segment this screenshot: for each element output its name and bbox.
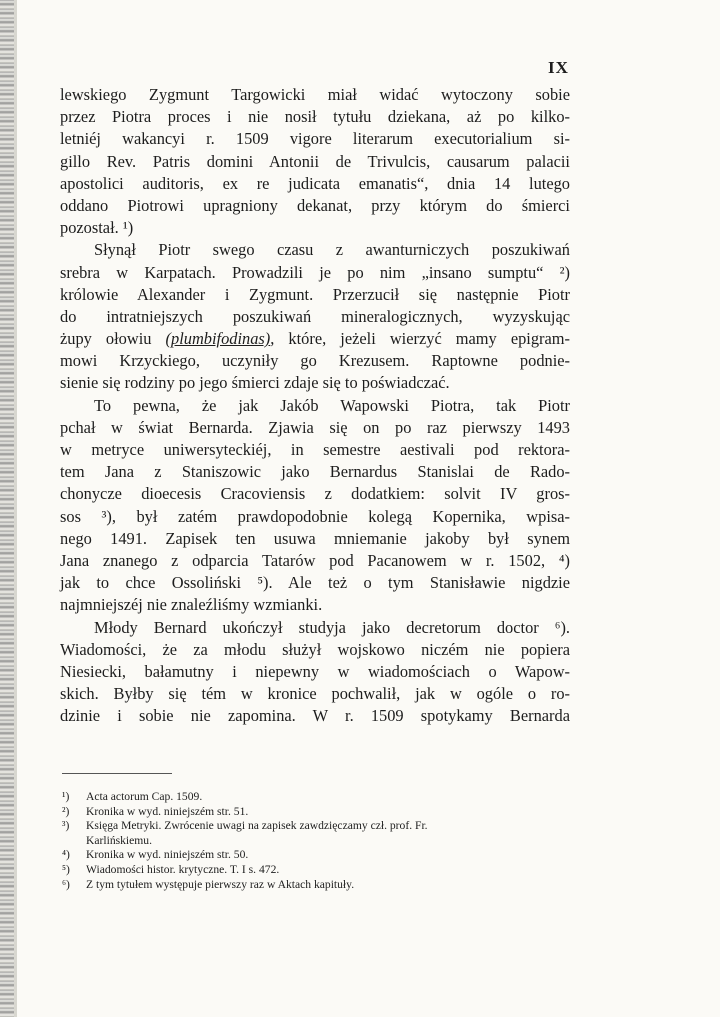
text-line: sienie się rodziny po jego śmierci zdaje się to poświadczać. (60, 373, 450, 393)
text-line: Młody Bernard ukończył studyja jako decretorum doctor ⁶). (94, 617, 570, 637)
paragraph (60, 239, 570, 394)
text-line: letniéj wakancyi r. 1509 vigore literarum executorialium si- (60, 129, 570, 149)
text-line: jak to chce Ossoliński ⁵). Ale też o tym Stanisławie nigdzie (60, 573, 570, 593)
footnote-text: Z tym tytułem występuje pierwszy raz w Aktach kapituły. (86, 877, 355, 891)
text-line: skich. Byłby się tém w kronice pochwalił, jak w ogóle o ro- (60, 684, 570, 704)
footnote-text: Karlińskiemu. (86, 833, 153, 847)
footnote (62, 878, 582, 893)
body-text (60, 84, 570, 727)
text-line: najmniejszéj nie znaleźliśmy wzmianki. (60, 595, 323, 615)
text-line: apostolici auditoris, ex re judicata emanatis“, dnia 14 lutego (60, 173, 570, 193)
text-line: sos ³), był zatém prawdopodobnie kolegą Kopernika, wpisa- (60, 506, 570, 526)
text-line: oddano Piotrowi upragniony dekanat, przy którym do śmierci (60, 195, 570, 215)
footnote-mark: ²) (62, 804, 70, 818)
text-line: chonycze dioecesis Cracoviensis z dodatkiem: solvit IV gros- (60, 484, 570, 504)
scan-binding-shadow (14, 0, 17, 1017)
paragraph (60, 84, 570, 239)
footnote-text: Kronika w wyd. niniejszém str. 51. (86, 804, 249, 818)
text-line: gillo Rev. Patris domini Antonii de Trivulcis, causarum palacii (60, 151, 570, 171)
footnote (62, 834, 582, 849)
footnote-mark: ¹) (62, 790, 70, 803)
footnotes (62, 790, 582, 892)
paragraph (60, 617, 570, 728)
text-line: To pewna, że jak Jakób Wapowski Piotra, tak Piotr (94, 395, 570, 415)
paragraph (60, 395, 570, 617)
text-line: lewskiego Zygmunt Targowicki miał widać wytoczony sobie (60, 85, 570, 104)
text-line: nego 1491. Zapisek ten usuwa mniemanie jakoby był synem (60, 528, 570, 548)
text-line: żupy ołowiu (plumbifodinas), które, jeżeli wierzyć mamy epigram- (60, 329, 570, 349)
footnote (62, 863, 582, 878)
text-line: Niesiecki, bałamutny i niepewny w wiadomościach o Wapow- (60, 661, 570, 681)
footnote-mark: ⁵) (62, 862, 70, 876)
text-line: pchał w świat Bernarda. Zjawia się on po raz pierwszy 1493 (60, 417, 570, 437)
footnote-mark: ³) (62, 819, 70, 833)
footnote-mark: ⁴) (62, 848, 70, 862)
footnote-rule (62, 773, 172, 774)
page-number: IX (548, 58, 569, 77)
text-line: srebra w Karpatach. Prowadzili je po nim „insano sumptu“ ²) (60, 262, 570, 282)
text-line: przez Piotra proces i nie nosił tytułu dziekana, aż po kilko- (60, 107, 570, 127)
footnote-text: Kronika w wyd. niniejszém str. 50. (86, 848, 249, 862)
footnote (62, 848, 582, 863)
footnote-text: Wiadomości histor. krytyczne. T. I s. 472. (86, 862, 280, 876)
footnote (62, 790, 582, 805)
text-line: królowie Alexander i Zygmunt. Przerzucił się następnie Piotr (60, 284, 570, 304)
footnote (62, 819, 582, 834)
text-line: dzinie i sobie nie zapomina. W r. 1509 spotykamy Bernarda (60, 706, 570, 726)
text-line: Słynął Piotr swego czasu z awanturniczych poszukiwań (94, 240, 570, 260)
footnote-text: Acta actorum Cap. 1509. (86, 790, 203, 803)
scan-binding-edge (0, 0, 14, 1017)
footnote-text: Księga Metryki. Zwrócenie uwagi na zapisek zawdzięczamy czł. prof. Fr. (86, 819, 428, 833)
text-line: tem Jana z Staniszowic jako Bernardus Stanislai de Rado- (60, 462, 570, 482)
text-line: Jana znanego z odparcia Tatarów pod Pacanowem w r. 1502, ⁴) (60, 550, 570, 570)
text-line: mowi Krzyckiego, uczyniły go Krezusem. Raptowne podnie- (60, 351, 570, 371)
text-line: do intratniejszych poszukiwań mineralogicznych, wyzyskując (60, 306, 570, 326)
text-line: Wiadomości, że za młodu służył wojskowo niczém nie popiera (60, 639, 570, 659)
text-line: w metryce uniwersyteckiéj, in semestre aestivali pod rektora- (60, 440, 570, 459)
latin-term: (plumbifodinas) (165, 329, 271, 349)
text-line: pozostał. ¹) (60, 218, 134, 238)
footnote (62, 805, 582, 820)
footnote-mark: ⁶) (62, 877, 70, 891)
